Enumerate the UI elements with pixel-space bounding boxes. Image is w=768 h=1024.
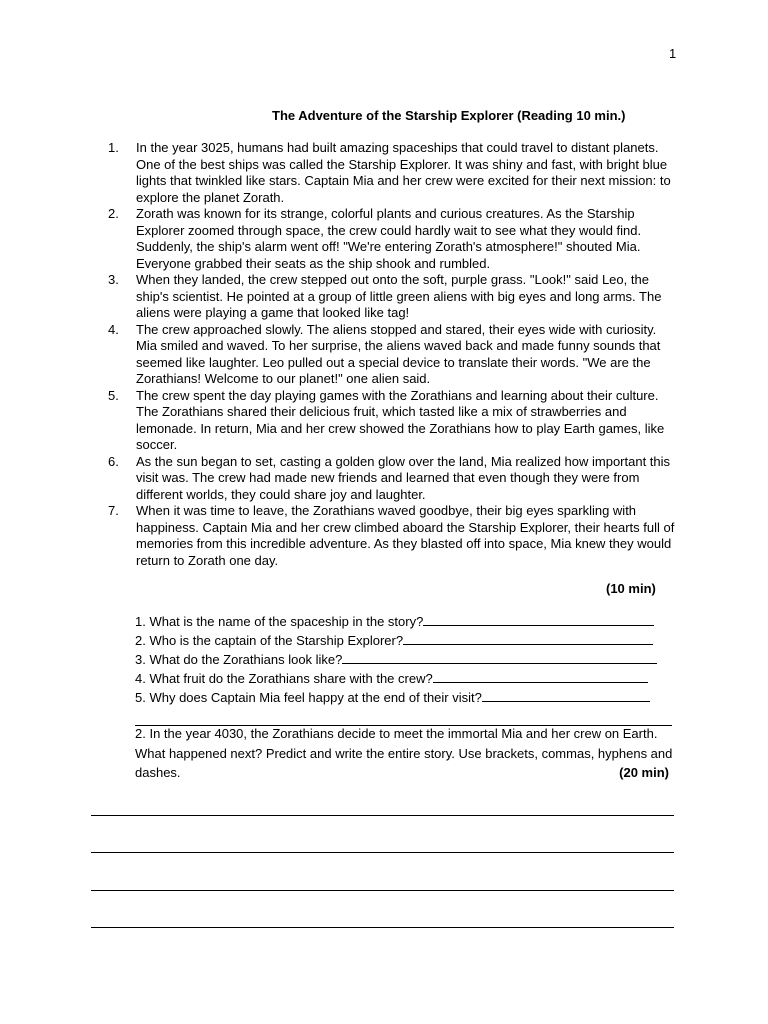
paragraph-number: 5. [108,387,119,403]
question-text: 2. Who is the captain of the Starship Explorer? [135,633,404,648]
page-title: The Adventure of the Starship Explorer (Reading 10 min.) [272,108,626,123]
writing-answer-line[interactable] [91,927,674,928]
paragraph-number: 1. [108,140,119,155]
paragraph-number: 3. [108,272,119,287]
question-row [135,669,680,688]
paragraph-text: When it was time to leave, the Zorathians waved goodbye, their big eyes sparkling with happiness. Captain Mia and her crew climbed aboard the Starship Explorer, their hearts full of memories from this incredible adventure. As they blasted off into space, Mia knew they would return to Zorath one day. [136,503,675,568]
question-row [135,688,680,707]
questions-time-label: (10 min) [606,581,656,596]
writing-answer-line[interactable] [91,890,674,891]
paragraph-text: In the year 3025, humans had built amazing spaceships that could travel to distant planets. One of the best ships was called the Starship Explorer. It was shiny and fast, with bright blue lights that twinkled like stars. Captain Mia and her crew were excited for their next mission: to explore the planet Zorath. [136,140,671,205]
questions-section [135,612,680,726]
story-paragraph [108,140,680,206]
story-list [108,140,680,569]
paragraph-number: 6. [108,453,119,469]
paragraph-number: 2. [108,206,119,221]
question-text: 5. Why does Captain Mia feel happy at the end of their visit? [135,690,482,705]
answer-blank[interactable] [342,650,657,664]
story-paragraph [108,206,680,272]
paragraph-text: The crew spent the day playing games with the Zorathians and learning about their culture. The Zorathians shared their delicious fruit, which tasted like a mix of strawberries and lemonade. In return, Mia and her crew showed the Zorathians how to play Earth games, like soccer. [136,387,665,452]
question-text: 4. What fruit do the Zorathians share with the crew? [135,671,433,686]
story-paragraph [108,272,680,322]
story-paragraph [108,503,680,569]
story-paragraph [108,454,680,504]
writing-time-label: (20 min) [619,765,669,780]
paragraph-number: 4. [108,321,119,337]
answer-blank[interactable] [433,669,648,683]
writing-task-text: 2. In the year 4030, the Zorathians decide to meet the immortal Mia and her crew on Earth. What happened next? Predict and write the entire story. Use brackets, commas, hyphens and dashes. [135,726,673,780]
answer-blank[interactable] [482,688,650,702]
question-row [135,650,680,669]
paragraph-text: Zorath was known for its strange, colorful plants and curious creatures. As the Starship Explorer zoomed through space, the crew could hardly wait to see what they would find. Suddenly, the ship's alarm went off! "We're entering Zorath's atmosphere!" shouted Mia. Everyone grabbed their seats as the ship shook and rumbled. [136,206,642,271]
paragraph-text: When they landed, the crew stepped out onto the soft, purple grass. "Look!" said Leo, the ship's scientist. He pointed at a group of little green aliens with big eyes and long arms. The aliens were playing a game that looked like tag! [136,272,662,320]
paragraph-text: The crew approached slowly. The aliens stopped and stared, their eyes wide with curiosity. Mia smiled and waved. To her surprise, the aliens waved back and made funny sounds that seemed like laughter. Leo pulled out a special device to translate their words. "We are the Zorathians! Welcome to our planet!" one alien said. [136,321,661,386]
question-row [135,612,680,631]
story-paragraph [108,388,680,454]
question-row [135,631,680,650]
paragraph-number: 7. [108,503,119,518]
page-number: 1 [669,46,677,61]
question-text: 1. What is the name of the spaceship in the story? [135,614,424,629]
question-text: 3. What do the Zorathians look like? [135,652,343,667]
answer-blank[interactable] [423,612,654,626]
answer-blank[interactable] [403,631,653,645]
writing-answer-line[interactable] [91,815,674,816]
story-paragraph [108,322,680,388]
writing-task [135,724,675,783]
writing-answer-line[interactable] [91,852,674,853]
paragraph-text: As the sun began to set, casting a golden glow over the land, Mia realized how important this visit was. The crew had made new friends and learned that even though they were from different worlds, they could share joy and laughter. [136,453,671,502]
